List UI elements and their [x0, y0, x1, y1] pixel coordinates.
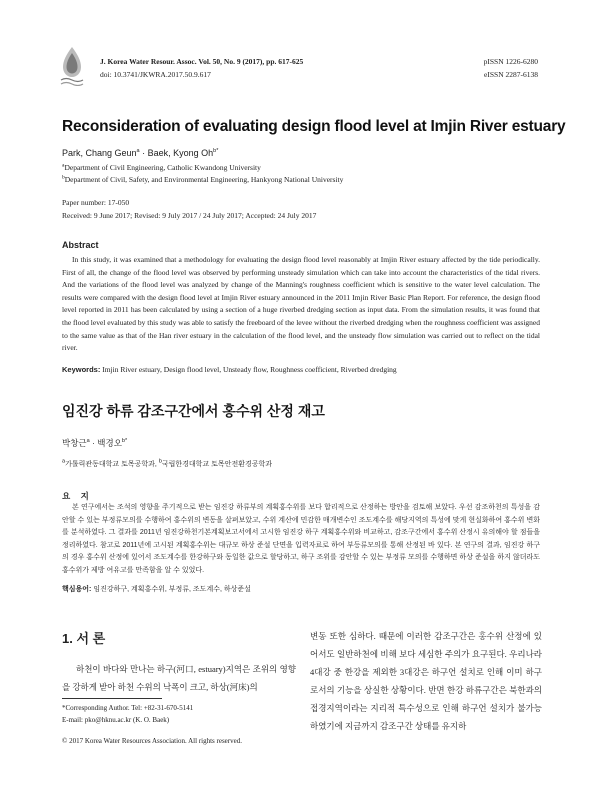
- author-name: 백경오: [97, 438, 122, 448]
- electronic-issn: eISSN 2287-6138: [484, 70, 538, 79]
- keywords-line-korean: [62, 584, 540, 594]
- abstract-body: In this study, it was examined that a methodology for evaluating the design flood level reasonably at Imjin River estuary affected by the tide periodically. First of all, the change of the flood level was observed by performing unsteady simulation which can take into account the characteristics of the tidal rivers. And the variations of the flood level was analyzed by change of the Manning's roughness coefficient which is sensitive to the water level calculation. The results were compared with the design flood level at Imjin River estuary announced in the 2011 Imjin River Basic Plan Report. For reference, the design flood level reported in 2011 has been calculated by using a section of a huge riverbed dredging section as input data. From the simulation results, it was found that the flood level evaluated by this study was able to satisfy the freeboard of the levee without the riverbed dredging when the roughness coefficient was assigned to the same value as that of the Han river estuary in the calculation of the flood level, and the unsteady flow simulation was carried out to reflect on the tidal river.: [62, 255, 540, 353]
- author-affiliation-mark: a: [86, 438, 90, 445]
- section-heading: 1. 서 론: [62, 631, 106, 646]
- keywords-list: Imjin River estuary, Design flood level, Unsteady flow, Roughness coefficient, Riverbed dredging: [102, 365, 397, 374]
- affiliation-mark: b: [62, 174, 65, 181]
- journal-citation: J. Korea Water Resour. Assoc. Vol. 50, No. 9 (2017), pp. 617-625: [100, 57, 304, 66]
- journal-logo-icon: [56, 44, 88, 86]
- author-name: Baek, Kyong Oh: [147, 148, 214, 158]
- abstract-heading: Abstract: [62, 240, 99, 250]
- affiliation-mark: a: [62, 458, 66, 465]
- footnote-divider: [62, 698, 162, 699]
- paper-title-korean: 임진강 하류 감조구간에서 홍수위 산정 재고: [62, 403, 325, 419]
- affiliation-text: Department of Civil Engineering, Catholic Kwandong University: [64, 163, 261, 172]
- corresponding-author: *Corresponding Author. Tel: +82-31-670-5141: [62, 704, 194, 712]
- affiliation-line: [62, 175, 343, 184]
- doi-link[interactable]: doi: 10.3741/JKWRA.2017.50.9.617: [100, 70, 211, 79]
- body-text-left-column: 하천이 바다와 만나는 하구(河口, estuary)지역은 조위의 영향을 강하게 받아 하천 수위의 낙폭이 크고, 하상(河床)의: [62, 664, 296, 692]
- keywords-label: Keywords:: [62, 365, 101, 374]
- author-affiliation-mark: b*: [121, 438, 128, 445]
- author-affiliation-mark: b*: [213, 148, 219, 154]
- keywords-list: 임진강하구, 계획홍수위, 부정류, 조도계수, 하상준설: [93, 586, 251, 593]
- affiliation-mark: a: [62, 162, 65, 169]
- summary-body: 본 연구에서는 조석의 영향을 주기적으로 받는 임진강 하류부의 계획홍수위를 보다 합리적으로 산정하는 방안을 검토해 보았다. 우선 감조하천의 특성을 감안할 수 있는 부정류모의를 수행하여 홍수위의 변동을 살펴보았고, 수위 계산에 민감한 매개변수인 조도계수를 해당지역의 특성에 맞게 현실화하여 홍수위 변화를 분석하였다. 그 결과를 2011년 임진강하천기본계획보고서에서 고시한 임진강 하구 계획홍수위와 비교하고, 감조구간에서 홍수위 산정시 유의해야 할 점들을 정리하였다. 참고로 2011년에 고시된 계획홍수위는 대규모 하상 준설 단면을 입력자료로 하여 부등류모의를 통해 산정된 바 있다. 본 연구의 결과, 임진강 하구의 경우 홍수위 산정에 있어서 조도계수를 한강하구와 동일한 값으로 할당하고, 하구 조위를 감안할 수 있는 부정류 모의를 수행하면 하상 준설을 하지 않더라도 홍수위가 제방 여유고를 만족함을 알 수 있었다.: [62, 504, 540, 574]
- body-text-right-column: 변동 또한 심하다. 때문에 이러한 감조구간은 홍수위 산정에 있어서도 일반하천에 비해 보다 세심한 주의가 요구된다. 우리나라 4대강 중 한강을 제외한 3대강은 하구언 설치로 인해 이미 하구로서의 기능을 상실한 상황이다. 반면 한강 하류구간은 북한과의 접경지역이라는 지리적 특수성으로 인해 하구언 설치가 불가능하였기에 지금까지 감조구간 상태를 유지하: [310, 631, 542, 731]
- affiliation-text: 가톨릭관동대학교 토목공학과,: [65, 461, 159, 468]
- author-list-english: [62, 148, 218, 158]
- keywords-line: [62, 365, 540, 374]
- corresponding-email[interactable]: E-mail: pko@hknu.ac.kr (K. O. Baek): [62, 716, 170, 724]
- affiliation-mark: b: [158, 458, 162, 465]
- keywords-label: 핵심용어:: [62, 586, 92, 593]
- author-affiliation-mark: a: [136, 148, 140, 154]
- copyright-notice: © 2017 Korea Water Resources Association. All rights reserved.: [62, 737, 242, 745]
- author-list-korean: [62, 437, 127, 449]
- print-issn: pISSN 1226-6280: [483, 57, 538, 66]
- submission-dates: Received: 9 June 2017; Revised: 9 July 2017 / 24 July 2017; Accepted: 24 July 2017: [62, 211, 317, 220]
- paper-number: Paper number: 17-050: [62, 198, 130, 207]
- affiliation-text: Department of Civil, Safety, and Environmental Engineering, Hankyong National University: [64, 175, 344, 184]
- summary-heading: 요 지: [62, 491, 93, 501]
- affiliation-text: 국립한경대학교 토목안전환경공학과: [161, 461, 273, 468]
- author-separator: ·: [139, 148, 148, 158]
- affiliation-line: [62, 163, 261, 172]
- author-name: Park, Chang Geun: [62, 148, 137, 158]
- author-name: 박창근: [62, 438, 87, 448]
- author-separator: ·: [89, 438, 98, 448]
- paper-title-english: Reconsideration of evaluating design flood level at Imjin River estuary: [62, 118, 566, 135]
- affiliation-line-korean: [62, 459, 272, 469]
